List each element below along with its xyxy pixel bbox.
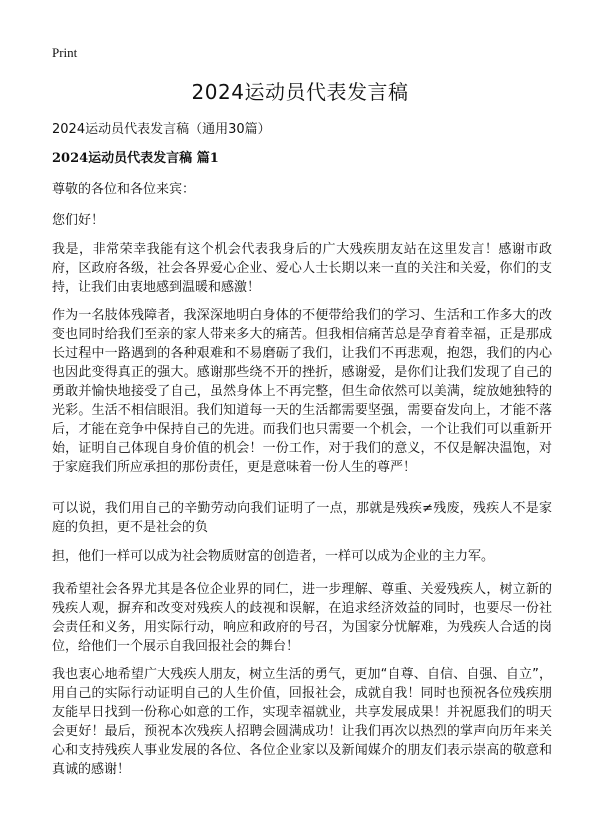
page-title: 2024运动员代表发言稿: [191, 80, 409, 104]
paragraph-proof-continued: 担，他们一样可以成为社会物质财富的创造者，一样可以成为企业的主力军。: [52, 549, 495, 564]
document-subtitle: 2024运动员代表发言稿（通用30篇）: [52, 122, 271, 137]
section-heading: 2024运动员代表发言稿 篇1: [52, 151, 219, 166]
paragraph-proof: 可以说，我们用自己的辛勤劳动向我们证明了一点，那就是残疾≠残废，残疾人不是家庭的负担，更不是社会的负: [52, 501, 552, 535]
paragraph-salutation: 尊敬的各位和各位来宾：: [52, 182, 196, 197]
paragraph-greeting: 您们好！: [52, 213, 105, 228]
paragraph-appeal-enterprises: 我希望社会各界尤其是各位企业界的同仁，进一步理解、尊重、关爱残疾人，树立新的残疾人观，摒弃和改变对残疾人的歧视和误解，在追求经济效益的同时，也要尽一份社会责任和义务，用实际行动，响应和政府的号召，为国家分忧解难，为残疾人合适的岗位，给他们一个展示自我回报社会的舞台！: [52, 582, 552, 654]
print-link[interactable]: Print: [52, 45, 78, 60]
paragraph-experience: 作为一名肢体残障者，我深深地明白身体的不便带给我们的学习、生活和工作多大的改变也同时给我们至亲的家人带来多大的痛苦。但我相信痛苦总是孕育着幸福，正是那成长过程中一路遇到的各种艰难和不易磨砺了我们，让我们不再悲观，抱怨，我们的内心也因此变得真正的强大。感谢那些绕不开的挫折，感谢爱，是你们让我们发现了自己的勇敢并愉快地接受了自己，虽然身体上不再完整，但生命依然可以美满，绽放她独特的光彩。生活不相信眼泪。我们知道每一天的生活都需要坚强，需要奋发向上，才能不落后，才能在竞争中保持自己的先进。而我们也只需要一个机会，一个让我们可以重新开始，证明自己体现自身价值的机会！一份工作，对于我们的意义，不仅是解决温饱，对于家庭我们所应承担的那份责任，更是意味着一份人生的尊严！: [52, 308, 552, 475]
paragraph-introduction: 我是，非常荣幸我能有这个机会代表我身后的广大残疾朋友站在这里发言！感谢市政府，区政府各级，社会各界爱心企业、爱心人士长期以来一直的关注和关爱，你们的支持，让我们由衷地感到温暖和感激！: [52, 242, 552, 295]
paragraph-appeal-friends: 我也衷心地希望广大残疾人朋友，树立生活的勇气，更加“自尊、自信、自强、自立”，用自己的实际行动证明自己的人生价值，回报社会，成就自我！同时也预祝各位残疾朋友能早日找到一份称心如意的工作，实现幸福就业，共享发展成果！并祝愿我们的明天会更好！最后，预祝本次残疾人招聘会圆满成功！让我们再次以热烈的掌声向历年来关心和支持残疾人事业发展的各位、各位企业家以及新闻媒介的朋友们表示崇高的敬意和真诚的感谢！: [52, 667, 552, 777]
